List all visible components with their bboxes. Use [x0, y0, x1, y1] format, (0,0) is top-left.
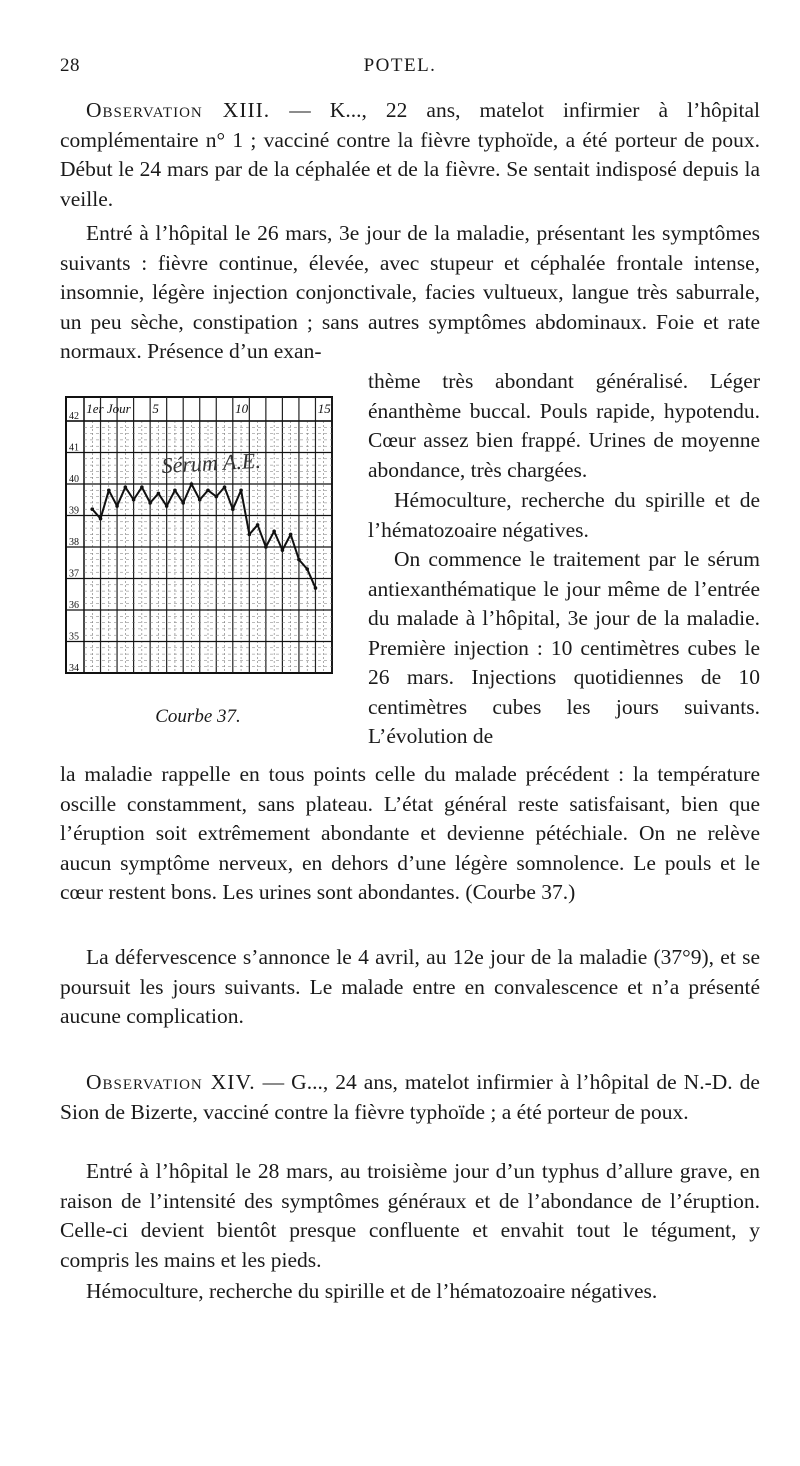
chart-point: [223, 485, 227, 489]
observation-13-para-after: la maladie rappelle en tous points celle du malade précédent : la température oscille constamment, sans plateau. L’état général reste satisfaisant, bien que l’éruption soit extrêmement abondante et devienne pétéchiale. On ne relève aucun symptôme nerveux, en dehors d’une légère somnolence. Le pouls et le cœur restent bons. Les urines sont abondantes. (Courbe 37.): [60, 762, 760, 904]
chart-point: [206, 489, 210, 493]
chart-header-label: 5: [152, 401, 159, 416]
temperature-chart: [62, 393, 344, 683]
chart-point: [239, 489, 243, 493]
observation-13-intro: [60, 96, 760, 214]
chart-y-label: 34: [69, 663, 79, 674]
observation-14-para2: Entré à l’hôpital le 28 mars, au troisième jour d’un typhus d’allure grave, en raison de l’intensité des symptômes généraux et de l’abondance de l’éruption. Celle-ci devient bientôt presque confluente et envahit tout le tégument, y compris les mains et les pieds.: [60, 1159, 760, 1272]
chart-point: [165, 504, 169, 508]
observation-14-intro-text: — G..., 24 ans, matelot infirmier à l’hôpital de N.-D. de Sion de Bizerte, vacciné contre la fièvre typhoïde ; a été porteur de poux.: [60, 1070, 760, 1124]
chart-point: [248, 533, 252, 537]
chart-point: [214, 495, 218, 499]
chart-header-label: 10: [235, 401, 249, 416]
chart-point: [264, 545, 268, 549]
chart-y-label: 37: [69, 568, 79, 580]
chart-y-label: 36: [69, 600, 79, 611]
chart-y-labels: [69, 411, 79, 674]
chart-annotation: Sérum A.E.: [160, 447, 262, 478]
observation-14-para3: Hémoculture, recherche du spirille et de l’hématozoaire négatives.: [86, 1279, 658, 1303]
observation-13-heading: Observation XIII.: [86, 98, 271, 122]
chart-point: [173, 489, 177, 493]
chart-point: [148, 501, 152, 505]
chart-header-label: 15: [317, 401, 331, 416]
chart-point: [289, 533, 293, 537]
chart-point: [231, 507, 235, 511]
chart-point: [281, 548, 285, 552]
observation-14-heading: Observation XIV.: [86, 1070, 256, 1094]
chart-y-label: 41: [69, 442, 79, 454]
chart-point: [124, 485, 128, 489]
observation-13-defervescence: La défervescence s’annonce le 4 avril, au 12e jour de la maladie (37°9), et se poursuit les jours suivants. Le malade entre en convalescence et n’a présenté aucune complication.: [60, 945, 760, 1028]
observation-13-intro-text: — K..., 22 ans, matelot infirmier à l’hôpital complémentaire n° 1 ; vacciné contre la fièvre typhoïde, a été porteur de poux. Début le 24 mars par de la céphalée et de la fièvre. Se sentait indisposé depuis la veille.: [60, 98, 760, 211]
chart-point: [140, 485, 144, 489]
chart-point: [115, 504, 119, 508]
chart-point: [190, 482, 194, 486]
chart-point: [157, 492, 161, 496]
chart-y-label: 35: [69, 631, 79, 643]
chart-header-label: 1er Jour: [86, 401, 131, 416]
running-header: [60, 55, 740, 85]
chart-y-label: 42: [69, 411, 79, 422]
chart-point: [99, 517, 103, 521]
chart-point: [181, 501, 185, 505]
chart-point: [107, 489, 111, 493]
page-number: 28: [60, 55, 80, 76]
figure-caption: Courbe 37.: [155, 706, 241, 727]
chart-point: [132, 498, 136, 502]
chart-header-labels: [86, 401, 331, 416]
chart-y-label: 39: [69, 505, 79, 517]
chart-point: [305, 567, 309, 571]
chart-point: [198, 498, 202, 502]
observation-13-column-para3: On commence le traitement par le sérum antiexanthématique le jour même de l’entrée du malade à l’hôpital, 3e jour de la maladie. Première injection : 10 centimètres cubes le 26 mars. Injections quotidiennes de 10 centimètres cubes les jours suivants. L’évolution de: [368, 547, 760, 748]
chart-point: [272, 529, 276, 533]
chart-y-label: 40: [69, 474, 79, 485]
observation-13-para2: Entré à l’hôpital le 26 mars, 3e jour de la maladie, présentant les symptômes suivants : fièvre continue, élevée, avec stupeur et céphalée frontale intense, insomnie, légère injection conjonctivale, facies vultueux, langue très saburrale, un peu sèche, constipation ; sans autres symptômes abdominaux. Foie et rate normaux. Présence d’un exan-: [60, 221, 760, 363]
observation-14-intro: [60, 1068, 760, 1127]
chart-point: [297, 558, 301, 562]
temperature-chart-svg: [62, 393, 344, 683]
observation-13-column-text: thème très abondant généralisé. Léger énanthème buccal. Pouls rapide, hypotendu. Cœur assez bien frappé. Urines de moyenne abondance, très chargées.: [368, 369, 760, 482]
chart-point: [314, 586, 318, 590]
observation-13-column-para2: Hémoculture, recherche du spirille et de l’hématozoaire négatives.: [368, 488, 760, 542]
chart-point: [90, 507, 94, 511]
chart-point: [256, 523, 260, 527]
chart-y-label: 38: [69, 537, 79, 548]
chart-series: [90, 482, 317, 590]
running-title: POTEL.: [363, 55, 437, 76]
